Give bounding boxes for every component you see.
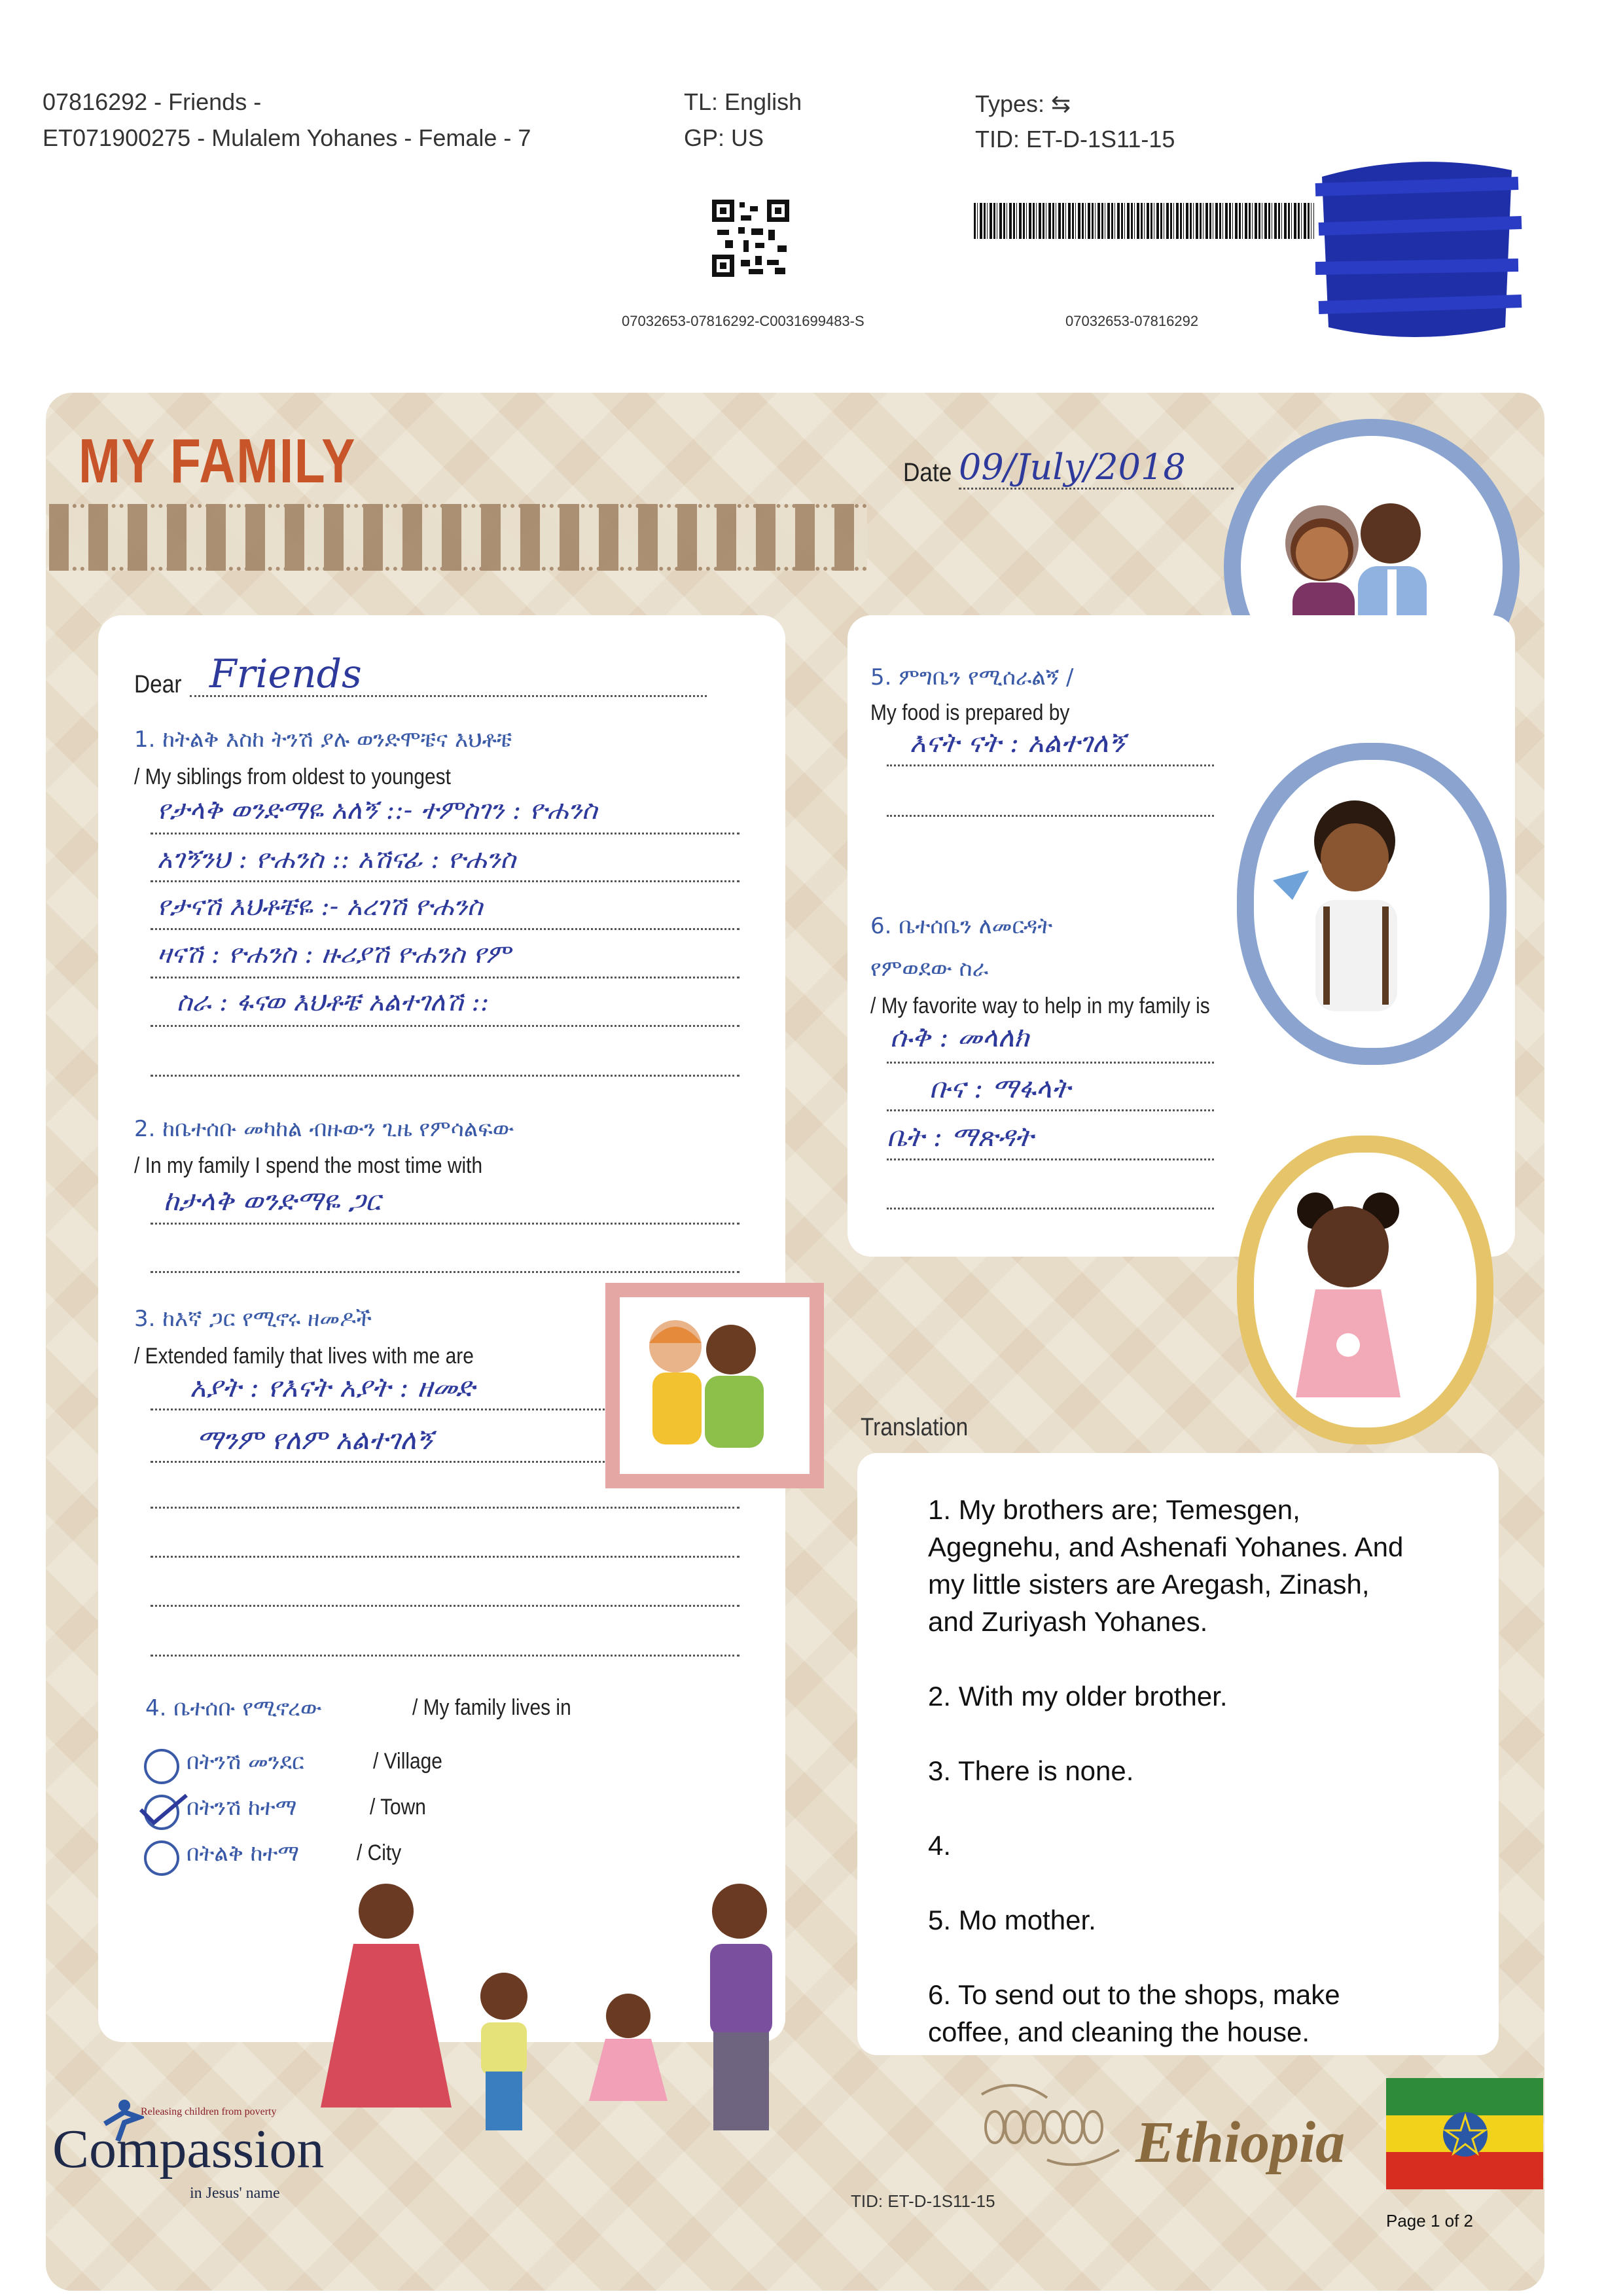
q2-amharic: 2. ከቤተሰቡ መካከል ብዙውን ጊዜ የምሳልፍው — [134, 1116, 514, 1142]
q2-english: / In my family I spend the most time with — [134, 1153, 483, 1178]
q5-amharic: 5. ምግቤን የሚሰራልኝ / — [870, 664, 1074, 691]
option-town-english: / Town — [370, 1795, 426, 1820]
answer-line — [151, 977, 740, 978]
barcode — [974, 203, 1314, 239]
q2-answer: ከታላቅ ወንድማዬ ጋር — [164, 1185, 381, 1217]
dear-line — [190, 695, 707, 697]
header-line-2: ET071900275 - Mulalem Yohanes - Female - 7 — [43, 124, 531, 151]
translation-line — [928, 1789, 1403, 1827]
translation-line: my little sisters are Aregash, Zinash, — [928, 1569, 1370, 1600]
option-city-english: / City — [357, 1840, 402, 1865]
q5-answer: እናት ናት : አልተገለኝ — [910, 726, 1125, 759]
header-types: Types: ⇆ — [975, 90, 1071, 117]
translation-line: 2. With my older brother. — [928, 1681, 1228, 1712]
q6-amharic-2: የምወደው ስራ — [870, 956, 989, 982]
logo-tagline: Releasing children from poverty — [141, 2106, 277, 2117]
qr-caption: 07032653-07816292-C0031699483-S — [622, 313, 865, 329]
answer-line — [887, 764, 1214, 766]
answer-line — [887, 815, 1214, 817]
radio-city[interactable] — [144, 1840, 179, 1876]
q1-amharic: 1. ከትልቅ እስከ ትንሽ ያሉ ወንድሞቼና እህቶቼ — [134, 726, 512, 753]
translation-line — [928, 1640, 1403, 1677]
logo-subtitle: in Jesus' name — [190, 2185, 280, 2202]
q1-english: / My siblings from oldest to youngest — [134, 764, 451, 789]
checkmark-icon — [134, 1790, 190, 1829]
header-line-1: 07816292 - Friends - — [43, 88, 262, 115]
translation-line — [928, 1864, 1403, 1901]
option-village-english: / Village — [373, 1749, 442, 1774]
ethiopia-flag — [1386, 2078, 1543, 2189]
q1-answer-line-3: የታናሽ እህቶቼዬ :- አረገሽ ዮሐንስ — [157, 891, 483, 922]
page-number: Page 1 of 2 — [1386, 2211, 1473, 2231]
q3-amharic: 3. ከእኛ ጋር የሚኖሩ ዘመዶች — [134, 1306, 372, 1332]
dear-label: Dear — [134, 671, 182, 698]
qr-code — [712, 200, 789, 277]
option-town-amharic: በትንሽ ከተማ — [187, 1795, 297, 1821]
decorative-band — [49, 504, 867, 571]
answer-line — [151, 833, 740, 834]
header-gp: GP: US — [684, 124, 764, 151]
header-tl: TL: English — [684, 88, 802, 115]
translation-line: 5. Mo mother. — [928, 1905, 1096, 1935]
translation-line: 3. There is none. — [928, 1755, 1134, 1786]
q4-english: / My family lives in — [412, 1695, 571, 1720]
answer-line — [887, 1158, 1214, 1160]
grandparents-illustration — [620, 1297, 783, 1448]
translation-line: 4. — [928, 1830, 952, 1861]
answer-line — [151, 1075, 740, 1077]
answer-line — [151, 880, 740, 882]
translation-label: Translation — [861, 1414, 969, 1441]
q3-answer-line-2: ማንም የለም አልተገለኝ — [196, 1424, 433, 1456]
translation-line — [928, 1939, 1403, 1976]
dear-value: Friends — [209, 651, 362, 697]
q6-answer-line-3: ቤት : ማጽዳት — [887, 1121, 1034, 1153]
translation-line — [928, 1715, 1403, 1752]
form-title: MY FAMILY — [79, 426, 357, 496]
q6-answer-line-1: ሱቅ : መላለክ — [890, 1021, 1029, 1053]
family-illustration — [281, 1872, 857, 2153]
girl-illustration — [1237, 1136, 1459, 1410]
answer-line — [151, 1605, 740, 1607]
date-label: Date — [903, 458, 952, 487]
flag-stripe-green — [1386, 2078, 1543, 2115]
redaction-scribble — [1309, 151, 1525, 347]
answer-line — [151, 1025, 740, 1027]
q1-answer-line-2: አገኝንህ : ዮሐንስ :: አሽናፊ : ዮሐንስ — [157, 844, 516, 874]
answer-line — [151, 1655, 740, 1657]
translation-line: coffee, and cleaning the house. — [928, 2017, 1310, 2047]
footer-tid: TID: ET-D-1S11-15 — [851, 2191, 995, 2211]
option-village-amharic: በትንሽ መንደር — [187, 1749, 304, 1775]
star-emblem-icon — [1442, 2111, 1489, 2158]
answer-line — [151, 1507, 740, 1509]
translation-line: 6. To send out to the shops, make — [928, 1979, 1340, 2010]
answer-line — [151, 1271, 740, 1273]
girl-frame — [1237, 1136, 1493, 1444]
q6-amharic-1: 6. ቤተሰቤን ለመርዳት — [870, 913, 1053, 939]
q3-english: / Extended family that lives with me are — [134, 1344, 474, 1369]
barcode-caption: 07032653-07816292 — [1065, 313, 1199, 329]
boy-illustration — [1237, 743, 1472, 1031]
boy-frame — [1237, 743, 1507, 1065]
date-value: 09/July/2018 — [959, 446, 1186, 488]
answer-line — [887, 1062, 1214, 1064]
q6-english: / My favorite way to help in my family is — [870, 994, 1210, 1018]
header-tid: TID: ET-D-1S11-15 — [975, 126, 1175, 152]
answer-line — [887, 1208, 1214, 1210]
translation-line: Agegnehu, and Ashenafi Yohanes. And — [928, 1532, 1404, 1562]
q4-amharic: 4. ቤተሰቡ የሚኖረው — [145, 1695, 322, 1721]
grandparents-frame — [605, 1283, 824, 1488]
q1-answer-line-5: ስራ : ፋናወ እህቶቼ አልተገለሽ :: — [177, 987, 490, 1017]
translation-line: 1. My brothers are; Temesgen, — [928, 1494, 1300, 1525]
answer-line — [887, 1109, 1214, 1111]
answer-line — [151, 928, 740, 930]
answer-line — [151, 1556, 740, 1558]
radio-village[interactable] — [144, 1749, 179, 1784]
q5-english: My food is prepared by — [870, 700, 1070, 725]
translation-text — [928, 1491, 1403, 2051]
q3-answer-line-1: አያት : የእናት አያት : ዘመድ — [190, 1371, 475, 1403]
logo-name: Compassion — [52, 2119, 325, 2179]
date-line — [959, 488, 1234, 490]
q1-answer-line-1: የታላቅ ወንድማዬ አለኝ ::- ተምስገን : ዮሐንስ — [157, 795, 597, 825]
option-city-amharic: በትልቅ ከተማ — [187, 1840, 300, 1867]
answer-line — [151, 1223, 740, 1225]
translation-line: and Zuriyash Yohanes. — [928, 1606, 1208, 1637]
ornament-icon — [975, 2081, 1139, 2166]
q1-answer-line-4: ዛናሽ : ዮሐንስ : ዙሪያሽ ዮሐንስ የም — [157, 939, 511, 969]
q6-answer-line-2: ቡና : ማፋላት — [929, 1072, 1071, 1104]
country-name: Ethiopia — [1135, 2110, 1346, 2175]
